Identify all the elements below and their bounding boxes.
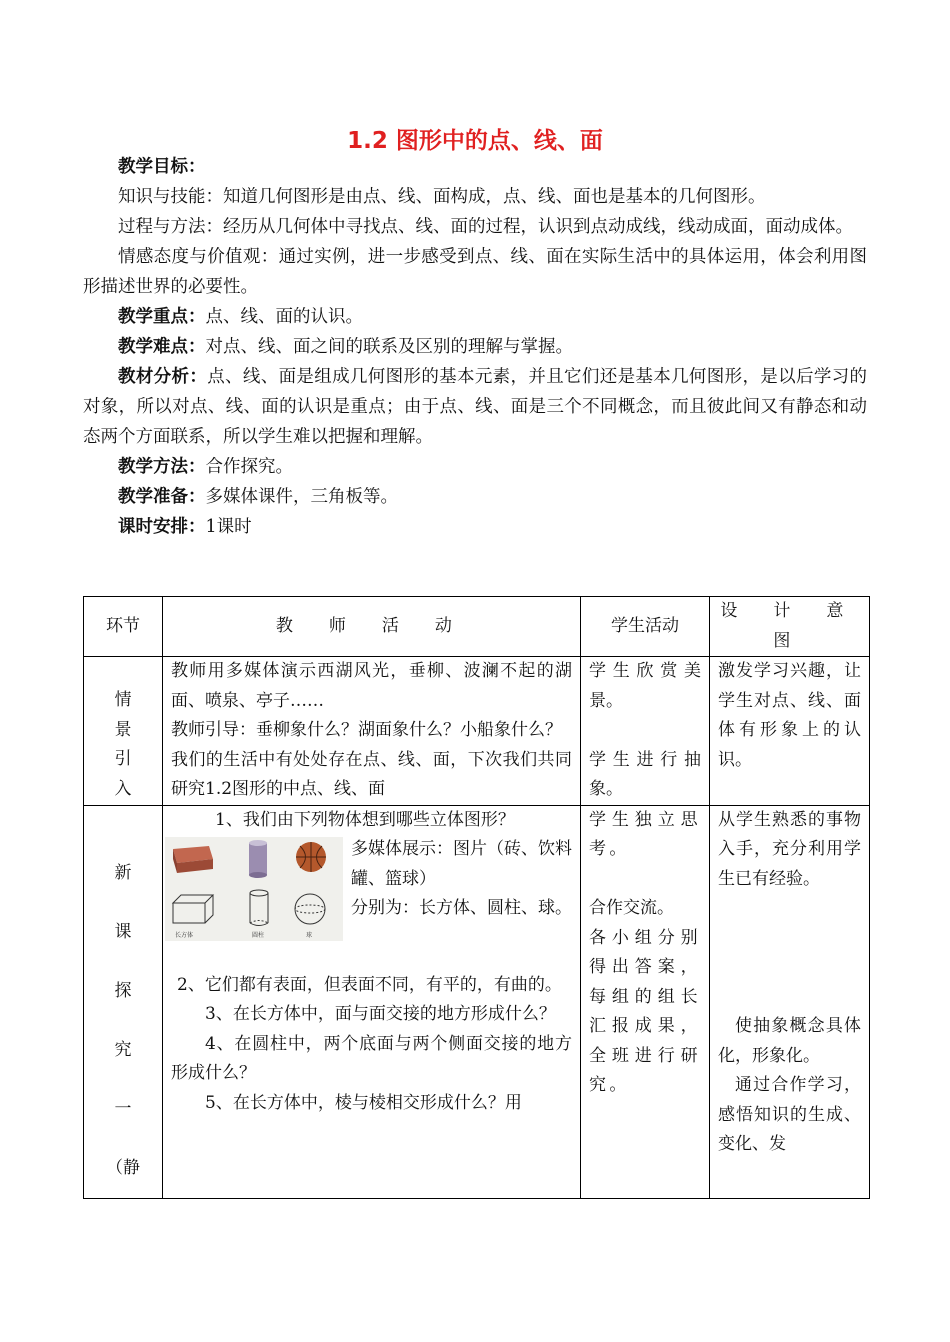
student-activity-cell: 学生欣赏美景。 学生进行抽象。	[581, 657, 710, 806]
teacher-activity-cell: 1、我们由下列物体想到哪些立体图形？ 长方体 圆柱 球 多媒体展示：图片（砖、饮料罐、篮球） 分别为：长方体、圆柱、球。 2、它们都有表面，但表面不同，有平的，有曲的。 3、在长方体中，面与面交接的地方形成什么？ 4、在圆柱中，两个底面与两个侧面交接的地方形成什么？ 5、在长方体中，棱与棱相交形成什么？用	[163, 805, 581, 1198]
page-title: 1.2 图形中的点、线、面	[347, 128, 603, 154]
difficulty: 教学难点：对点、线、面之间的联系及区别的理解与掌握。	[118, 337, 573, 357]
lesson-intro	[83, 152, 867, 542]
stage-cell-explore: 新 课 探 究 一 （静	[84, 805, 163, 1198]
header-teacher-activity: 教 师 活 动	[163, 597, 581, 657]
brick-icon	[173, 846, 213, 873]
solid-figures-image	[165, 837, 343, 941]
student-activity-cell: 学生独立思考。 合作交流。 各小组分别得出答案，每组的组长汇报成果，全班进行研究。	[581, 805, 710, 1198]
objectives-heading: 教学目标：	[118, 157, 206, 177]
header-student-activity: 学生活动	[581, 597, 710, 657]
material-analysis: 教材分析：点、线、面是组成几何图形的基本元素，并且它们还是基本几何图形，是以后学习的对象，所以对点、线、面的认识是重点；由于点、线、面是三个不同概念，而且彼此间又有静态和动态两个方面联系，所以学生难以把握和理解。	[83, 367, 868, 447]
class-schedule: 课时安排：1课时	[118, 517, 252, 537]
teaching-method: 教学方法：合作探究。	[118, 457, 293, 477]
figure-label-cuboid: 长方体	[175, 932, 194, 939]
objective-process: 过程与方法：经历从几何体中寻找点、线、面的过程，认识到点动成线，线动成面，面动成体。	[118, 217, 853, 237]
design-intent-cell: 激发学习兴趣，让学生对点、线、面体有形象上的认识。	[710, 657, 870, 806]
key-point: 教学重点：点、线、面的认识。	[118, 307, 363, 327]
figure-label-cylinder: 圆柱	[252, 932, 265, 939]
table-row	[84, 657, 870, 806]
header-design-intent: 设 计 意 图	[710, 597, 870, 657]
media-figure-block: 长方体 圆柱 球 多媒体展示：图片（砖、饮料罐、篮球） 分别为：长方体、圆柱、球。	[171, 835, 572, 941]
lesson-plan-table	[83, 596, 870, 1199]
can-icon	[249, 840, 267, 878]
header-stage: 环节	[84, 597, 163, 657]
teacher-activity-cell: 教师用多媒体演示西湖风光，垂柳、波澜不起的湖面、喷泉、亭子…… 教师引导：垂柳象什么？湖面象什么？小船象什么？ 我们的生活中有处处存在点、线、面，下次我们共同研究1.2图形的中点、线、面	[163, 657, 581, 806]
objective-knowledge: 知识与技能：知道几何图形是由点、线、面构成，点、线、面也是基本的几何图形。	[118, 187, 766, 207]
table-row	[84, 805, 870, 1198]
teaching-preparation: 教学准备：多媒体课件，三角板等。	[118, 487, 398, 507]
design-intent-cell: 从学生熟悉的事物入手，充分利用学生已有经验。 使抽象概念具体化，形象化。 通过合作学习，感悟知识的生成、变化、发	[710, 805, 870, 1198]
table-header-row	[84, 597, 870, 657]
stage-cell-intro: 情 景 引 入	[84, 657, 163, 806]
figure-label-sphere: 球	[306, 932, 313, 939]
objective-emotion: 情感态度与价值观：通过实例，进一步感受到点、线、面在实际生活中的具体运用，体会利用图形描述世界的必要性。	[83, 247, 867, 297]
basketball-icon	[296, 842, 326, 872]
